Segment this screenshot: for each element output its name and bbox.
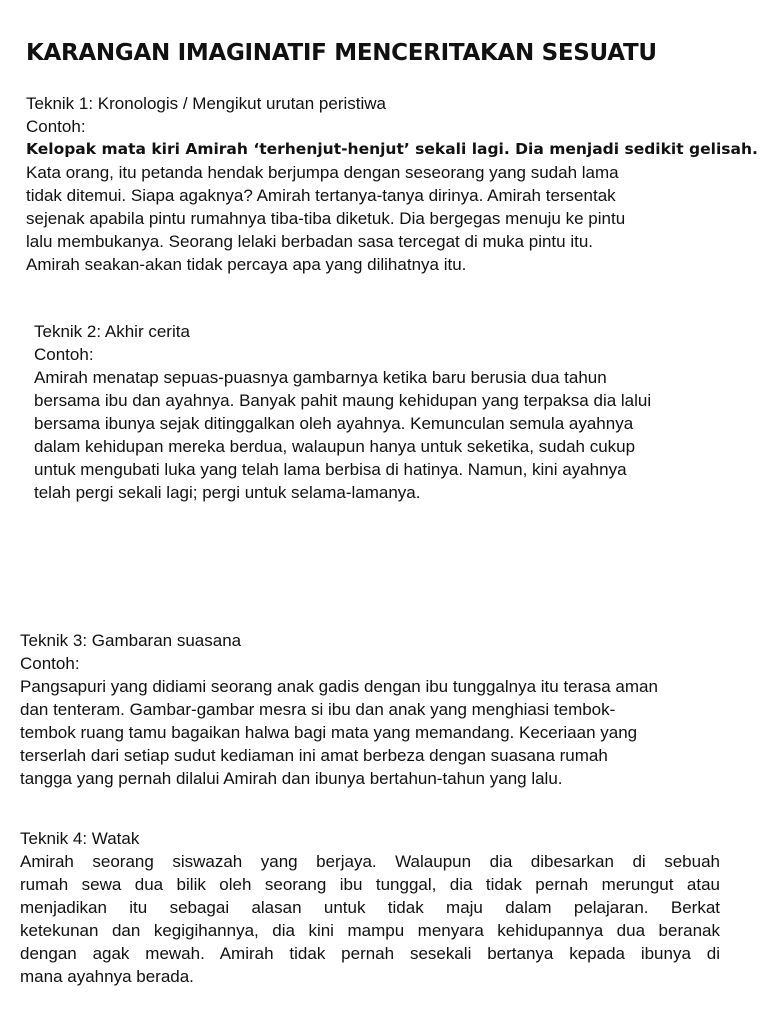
body-line: mana ayahnya berada. bbox=[20, 967, 194, 986]
body-line: lalu membukanya. Seorang lelaki berbadan sasa tercegat di muka pintu itu. bbox=[26, 232, 594, 251]
body-line: rumah sewa dua bilik oleh seorang ibu tunggal, dia tidak pernah merungut atau bbox=[20, 875, 720, 894]
section-body bbox=[34, 366, 734, 504]
body-line: tidak ditemui. Siapa agaknya? Amirah tertanya-tanya dirinya. Amirah tersentak bbox=[26, 186, 616, 205]
section-body bbox=[20, 850, 720, 988]
section-heading: Teknik 2: Akhir cerita bbox=[34, 322, 190, 341]
example-label: Contoh: bbox=[34, 345, 94, 364]
body-line: bersama ibunya sejak ditinggalkan oleh ayahnya. Kemunculan semula ayahnya bbox=[34, 414, 634, 433]
body-line: Pangsapuri yang didiami seorang anak gadis dengan ibu tunggalnya itu terasa aman bbox=[20, 677, 658, 696]
body-line: ketekunan dan kegigihannya, dia kini mampu menyara kehidupannya dua beranak bbox=[20, 921, 720, 940]
example-label: Contoh: bbox=[26, 117, 86, 136]
section-heading: Teknik 3: Gambaran suasana bbox=[20, 631, 242, 650]
body-line: Amirah seorang siswazah yang berjaya. Walaupun dia dibesarkan di sebuah bbox=[20, 852, 720, 871]
section-body bbox=[20, 675, 750, 790]
body-line: dan tenteram. Gambar-gambar mesra si ibu dan anak yang menghiasi tembok- bbox=[20, 700, 616, 719]
body-line: dengan agak mewah. Amirah tidak pernah sesekali bertanya kepada ibunya di bbox=[20, 944, 720, 963]
document-title: KARANGAN IMAGINATIF MENCERITAKAN SESUATU bbox=[26, 40, 657, 66]
section-heading: Teknik 4: Watak bbox=[20, 829, 140, 848]
body-line: untuk mengubati luka yang telah lama berbisa di hatinya. Namun, kini ayahnya bbox=[34, 460, 627, 479]
body-line: Kata orang, itu petanda hendak berjumpa dengan seseorang yang sudah lama bbox=[26, 163, 619, 182]
section-heading: Teknik 1: Kronologis / Mengikut urutan peristiwa bbox=[26, 94, 387, 113]
bold-lead-sentence: Kelopak mata kiri Amirah ‘terhenjut-henjut’ sekali lagi. Dia menjadi sedikit gelisah. bbox=[26, 140, 758, 158]
section-body bbox=[26, 161, 736, 276]
body-line: Amirah seakan-akan tidak percaya apa yang dilihatnya itu. bbox=[26, 255, 467, 274]
body-line: terserlah dari setiap sudut kediaman ini amat berbeza dengan suasana rumah bbox=[20, 746, 608, 765]
body-line: dalam kehidupan mereka berdua, walaupun hanya untuk seketika, sudah cukup bbox=[34, 437, 636, 456]
body-line: bersama ibu dan ayahnya. Banyak pahit maung kehidupan yang terpaksa dia lalui bbox=[34, 391, 652, 410]
section-teknik-3 bbox=[20, 629, 750, 790]
body-line: tangga yang pernah dilalui Amirah dan ibunya bertahun-tahun yang lalu. bbox=[20, 769, 563, 788]
example-label: Contoh: bbox=[20, 654, 80, 673]
body-line: menjadikan itu sebagai alasan untuk tidak maju dalam pelajaran. Berkat bbox=[20, 898, 720, 917]
body-line: telah pergi sekali lagi; pergi untuk selama-lamanya. bbox=[34, 483, 421, 502]
section-teknik-4 bbox=[20, 827, 720, 988]
section-teknik-2 bbox=[34, 320, 734, 504]
body-line: Amirah menatap sepuas-puasnya gambarnya ketika baru berusia dua tahun bbox=[34, 368, 607, 387]
section-teknik-1 bbox=[26, 92, 758, 276]
body-line: sejenak apabila pintu rumahnya tiba-tiba diketuk. Dia bergegas menuju ke pintu bbox=[26, 209, 626, 228]
body-line: tembok ruang tamu bagaikan halwa bagi mata yang memandang. Keceriaan yang bbox=[20, 723, 638, 742]
